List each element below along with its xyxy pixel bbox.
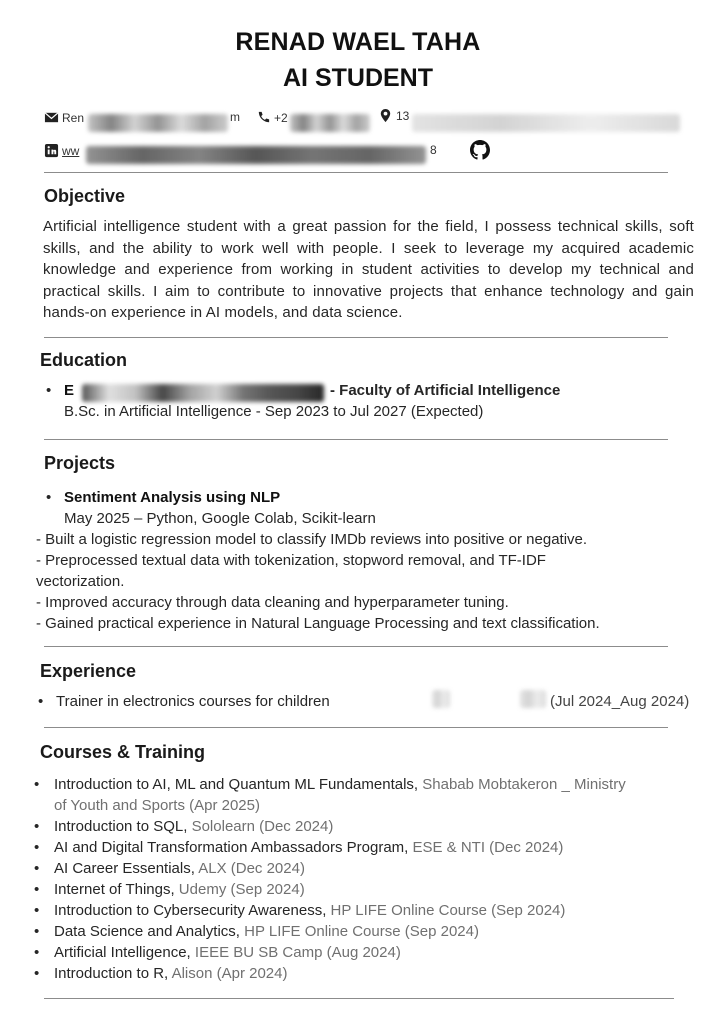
- experience-item: [38, 693, 330, 710]
- bullet-glyph: •: [34, 776, 40, 793]
- redacted-school: [82, 384, 324, 402]
- project-line: - Built a logistic regression model to classify IMDb reviews into positive or negative.: [36, 531, 588, 548]
- email-text: Ren: [62, 110, 85, 125]
- course-item: [34, 837, 564, 858]
- project-line: - Improved accuracy through data cleaning and hyperparameter tuning.: [36, 594, 509, 611]
- divider: [44, 998, 674, 999]
- divider: [44, 439, 668, 440]
- divider: [44, 337, 668, 338]
- course-provider: ALX (Dec 2024): [194, 860, 305, 877]
- course-item: [34, 921, 479, 942]
- course-title: Data Science and Analytics,: [54, 923, 240, 940]
- location-icon: [378, 108, 393, 123]
- course-provider: Sololearn (Dec 2024): [187, 818, 334, 835]
- bullet-glyph: •: [34, 902, 40, 919]
- course-item: [34, 900, 566, 921]
- education-item: [46, 382, 75, 399]
- github-icon[interactable]: [470, 140, 490, 160]
- linkedin-text: ww: [62, 143, 80, 158]
- faculty-name: - Faculty of Artificial Intelligence: [330, 382, 561, 399]
- course-title: AI Career Essentials,: [54, 860, 195, 877]
- bullet-glyph: •: [34, 923, 40, 940]
- bullet-glyph: •: [46, 489, 52, 506]
- phone-icon: [256, 110, 271, 125]
- course-title: Introduction to AI, ML and Quantum ML Fundamentals,: [54, 776, 419, 793]
- redacted-org: [432, 690, 450, 708]
- degree-text: B.Sc. in Artificial Intelligence - Sep 2023 to Jul 2027 (Expected): [64, 403, 484, 420]
- course-title: Introduction to Cybersecurity Awareness,: [54, 902, 327, 919]
- project-line: - Preprocessed textual data with tokenization, stopword removal, and TF-IDF: [36, 552, 546, 569]
- linkedin-end: [430, 143, 437, 157]
- redacted-linkedin: [86, 146, 426, 164]
- location-text: 13: [396, 108, 410, 123]
- objective-text: Artificial intelligence student with a great passion for the field, I possess technical skills, soft skills, and the ability to work well with people. I seek to leverage my acquired academic knowledge and experience from working in student activities to develop my technical and practical skills. I aim to contribute to innovative projects that enhance technology and gain hands-on experience in AI models, and data science.: [43, 218, 694, 321]
- bullet-glyph: •: [34, 944, 40, 961]
- redacted-org: [520, 690, 546, 708]
- course-provider: Udemy (Sep 2024): [174, 881, 305, 898]
- mail-icon: [44, 110, 59, 125]
- project-title: Sentiment Analysis using NLP: [64, 489, 281, 506]
- course-item: [34, 942, 401, 963]
- redacted-location: [412, 114, 680, 132]
- course-provider: HP LIFE Online Course (Sep 2024): [239, 923, 479, 940]
- redacted-email: [88, 114, 228, 132]
- course-provider: Alison (Apr 2024): [168, 965, 288, 982]
- course-provider: Shabab Mobtakeron _ Ministry: [418, 776, 626, 793]
- email-contact[interactable]: [44, 110, 84, 125]
- course-title: Introduction to SQL,: [54, 818, 188, 835]
- course-title: Introduction to R,: [54, 965, 169, 982]
- bullet-glyph: •: [34, 860, 40, 877]
- divider: [44, 646, 668, 647]
- experience-heading: Experience: [40, 661, 137, 681]
- linkedin-end-text: 8: [430, 143, 437, 157]
- courses-heading: Courses & Training: [40, 742, 206, 762]
- course-item: [34, 963, 288, 984]
- bullet-glyph: •: [34, 818, 40, 835]
- project-item: [46, 489, 281, 506]
- location-contact: [378, 108, 409, 123]
- projects-heading: Projects: [44, 453, 116, 473]
- divider: [44, 727, 668, 728]
- linkedin-contact[interactable]: [44, 143, 79, 158]
- course-provider-cont: of Youth and Sports (Apr 2025): [54, 797, 260, 814]
- project-line: vectorization.: [36, 573, 125, 590]
- course-title: Internet of Things,: [54, 881, 175, 898]
- candidate-name: RENAD WAEL TAHA: [235, 28, 481, 56]
- linkedin-icon: [44, 143, 59, 158]
- bullet-glyph: •: [34, 965, 40, 982]
- candidate-role: AI STUDENT: [283, 64, 433, 92]
- project-line: - Gained practical experience in Natural Language Processing and text classification.: [36, 615, 600, 632]
- experience-dates: (Jul 2024_Aug 2024): [550, 693, 690, 710]
- school-prefix: E: [64, 382, 75, 399]
- email-end: [230, 110, 240, 124]
- course-item: [34, 879, 305, 900]
- education-heading: Education: [40, 350, 128, 370]
- bullet-glyph: •: [34, 881, 40, 898]
- course-provider: IEEE BU SB Camp (Aug 2024): [190, 944, 401, 961]
- course-title: AI and Digital Transformation Ambassadors Program,: [54, 839, 409, 856]
- course-item: [34, 816, 334, 837]
- course-title: Artificial Intelligence,: [54, 944, 191, 961]
- phone-contact[interactable]: [256, 110, 288, 125]
- bullet-glyph: •: [38, 693, 44, 710]
- course-provider: HP LIFE Online Course (Sep 2024): [326, 902, 566, 919]
- course-provider: ESE & NTI (Dec 2024): [408, 839, 564, 856]
- phone-text: +2: [274, 110, 288, 125]
- course-item: [34, 858, 305, 879]
- email-end-text: m: [230, 110, 240, 124]
- bullet-glyph: •: [46, 382, 52, 399]
- course-item: [34, 774, 694, 816]
- redacted-phone: [290, 114, 370, 132]
- bullet-glyph: •: [34, 839, 40, 856]
- objective-heading: Objective: [44, 186, 126, 206]
- experience-title: Trainer in electronics courses for children: [56, 693, 330, 710]
- project-meta: May 2025 – Python, Google Colab, Scikit-learn: [64, 510, 376, 527]
- divider: [44, 172, 668, 173]
